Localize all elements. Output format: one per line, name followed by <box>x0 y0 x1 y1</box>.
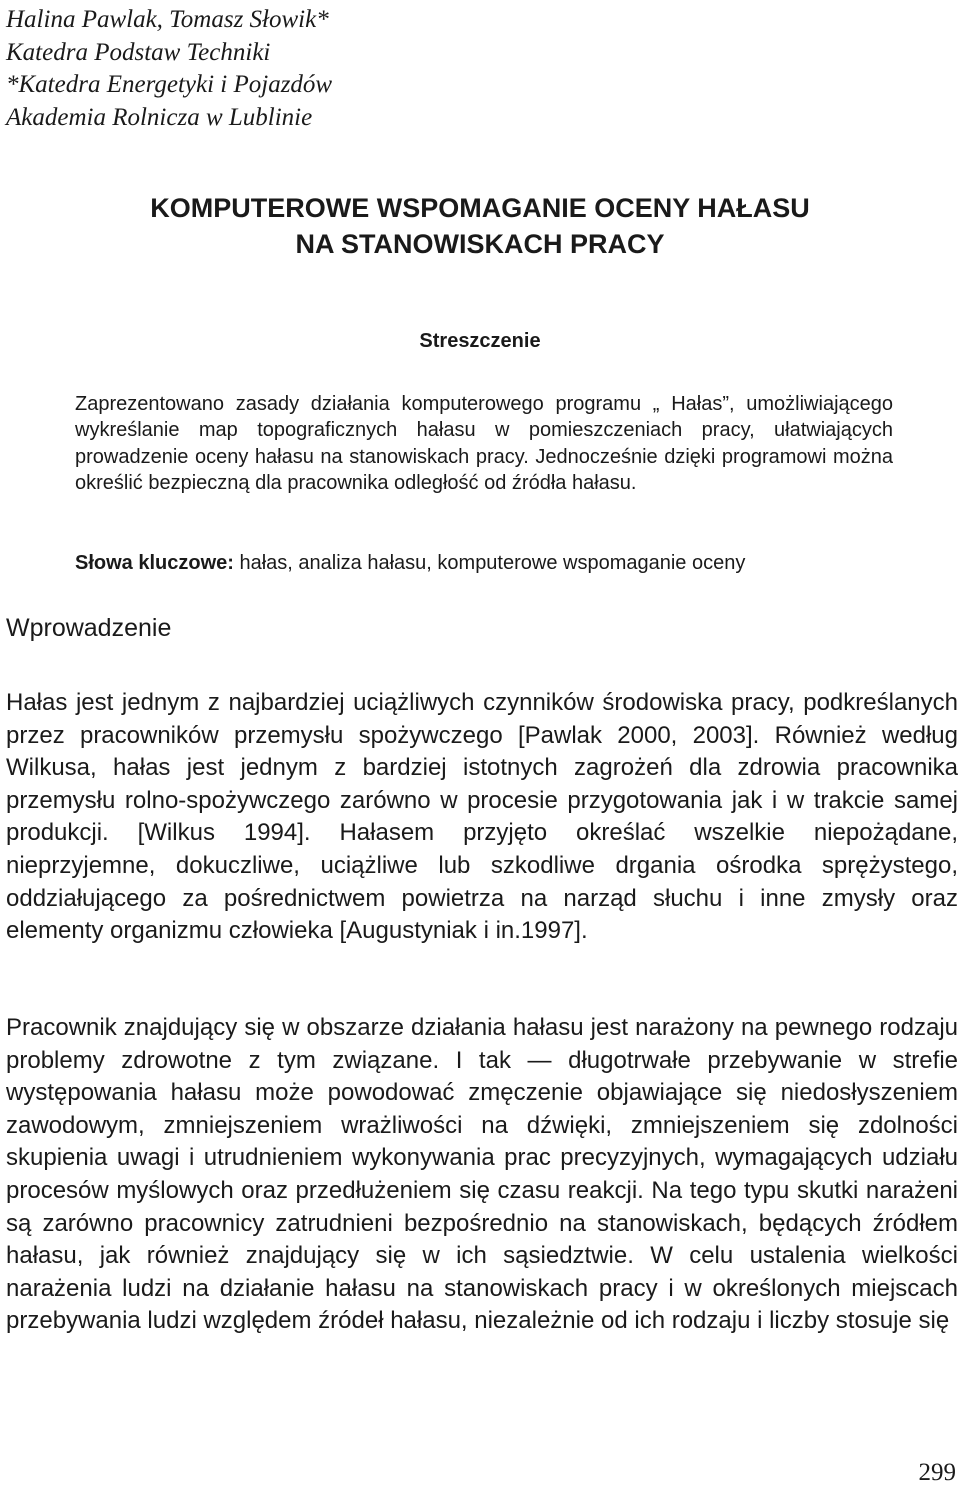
affiliation-2: *Katedra Energetyki i Pojazdów <box>6 71 333 98</box>
title-line-2: NA STANOWISKACH PRACY <box>295 229 665 259</box>
author-affiliation-block <box>6 4 332 134</box>
keywords-label: Słowa kluczowe: <box>75 552 234 574</box>
keywords <box>75 550 905 576</box>
paper-title <box>0 190 960 262</box>
abstract-heading: Streszczenie <box>419 330 541 352</box>
paragraph-2: Pracownik znajdujący się w obszarze działania hałasu jest narażony na pewnego rodzaju problemy zdrowotne z tym związane. I tak — długotrwałe przebywanie w strefie występowania hałasu może powodować zmęczenie objawiające się niedosłyszeniem zawodowym, zmniejszeniem wrażliwości na dźwięki, zmniejszeniem się zdolności skupienia uwagi i utrudnieniem wykonywania prac precyzyjnych, wymagających udziału procesów myślowych oraz przedłużeniem się czasu reakcji. Na tego typu skutki narażeni są zarówno pracownicy zatrudnieni bezpośrednio na stanowiskach, będących źródłem hałasu, jak również znajdujący się w ich sąsiedztwie. W celu ustalenia wielkości narażenia ludzi na działanie hałasu na stanowiskach pracy i w określonych miejscach przebywania ludzi względem źródeł hałasu, niezależnie od ich rodzaju i liczby stosuje się <box>6 1014 958 1335</box>
affiliation-1: Katedra Podstaw Techniki <box>6 38 271 66</box>
institution: Akademia Rolnicza w Lublinie <box>6 103 313 131</box>
title-line-1: KOMPUTEROWE WSPOMAGANIE OCENY HAŁASU <box>150 193 810 223</box>
page-number: 299 <box>918 1459 956 1486</box>
section-heading: Wprowadzenie <box>6 614 172 642</box>
abstract-text: Zaprezentowano zasady działania komputerowego programu „ Hałas”, umożliwiającego wykreślanie map topograficznych hałasu w pomieszczeniach pracy, ułatwiających prowadzenie oceny hałasu na stanowiskach pracy. Jednocześnie dzięki programowi można określić bezpieczną dla pracownika odległość od źródła hałasu. <box>75 393 893 494</box>
keywords-text: hałas, analiza hałasu, komputerowe wspomaganie oceny <box>233 552 746 574</box>
authors: Halina Pawlak, Tomasz Słowik* <box>6 6 329 33</box>
paragraph-1: Hałas jest jednym z najbardziej uciążliwych czynników środowiska pracy, podkreślanych przez pracowników przemysłu spożywczego [Pawlak 2000, 2003]. Również według Wilkusa, hałas jest jednym z bardziej istotnych zagrożeń dla zdrowia pracownika przemysłu rolno-spożywczego zarówno w procesie przygotowania jak i w trakcie samej produkcji. [Wilkus 1994]. Hałasem przyjęto określać wszelkie niepożądane, nieprzyjemne, dokuczliwe, uciążliwe lub szkodliwe drgania ośrodka sprężystego, oddziałującego za pośrednictwem powietrza na narząd słuchu i inne zmysły oraz elementy organizmu człowieka [Augustyniak i in.1997]. <box>6 689 958 945</box>
